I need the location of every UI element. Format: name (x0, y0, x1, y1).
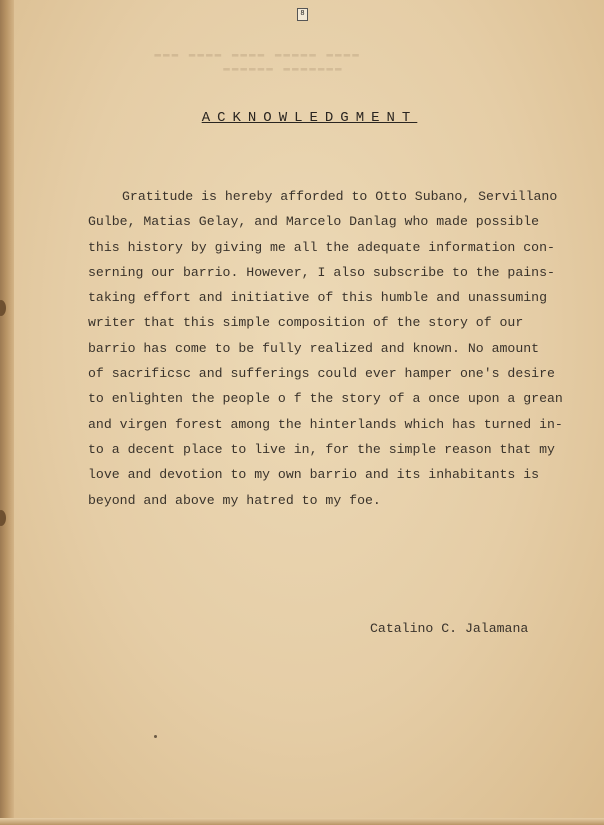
paragraph-line: of sacrificsc and sufferings could ever hamper one's desire (88, 366, 555, 382)
page-title: ACKNOWLEDGMENT (201, 110, 418, 126)
paragraph-line: beyond and above my hatred to my foe. (88, 492, 381, 508)
ink-speck (154, 735, 157, 738)
page-bottom-edge (0, 818, 604, 825)
binding-hole (0, 300, 6, 316)
bleed-through-text: ▬▬▬ ▬▬▬▬ ▬▬▬▬ ▬▬▬▬▬ ▬▬▬▬ ▬▬▬▬▬▬ ▬▬▬▬▬▬▬ (120, 49, 361, 75)
acknowledgment-paragraph (88, 184, 563, 513)
signature-name: Catalino C. Jalamana (370, 621, 529, 636)
paragraph-line: to a decent place to live in, for the simple reason that my (88, 441, 555, 457)
paragraph-line: to enlighten the people o f the story of a once upon a grean (88, 391, 563, 407)
paragraph-line: Gulbe, Matias Gelay, and Marcelo Danlag who made possible (88, 214, 540, 230)
binding-hole (0, 510, 6, 526)
paragraph-line: this history by giving me all the adequate information con- (88, 239, 555, 255)
paragraph-line: barrio has come to be fully realized and known. No amount (88, 340, 540, 356)
paragraph-line: taking effort and initiative of this humble and unassuming (88, 290, 547, 306)
paragraph-line: writer that this simple composition of the story of our (88, 315, 524, 331)
paragraph-line: Gratitude is hereby afforded to Otto Subano, Servillano (122, 189, 558, 204)
paragraph-line: and virgen forest among the hinterlands which has turned in- (88, 416, 563, 432)
paragraph-line: love and devotion to my own barrio and its inhabitants is (88, 467, 540, 483)
page-number-mark: 8 (297, 8, 308, 21)
paragraph-line: serning our barrio. However, I also subscribe to the pains- (88, 264, 555, 280)
